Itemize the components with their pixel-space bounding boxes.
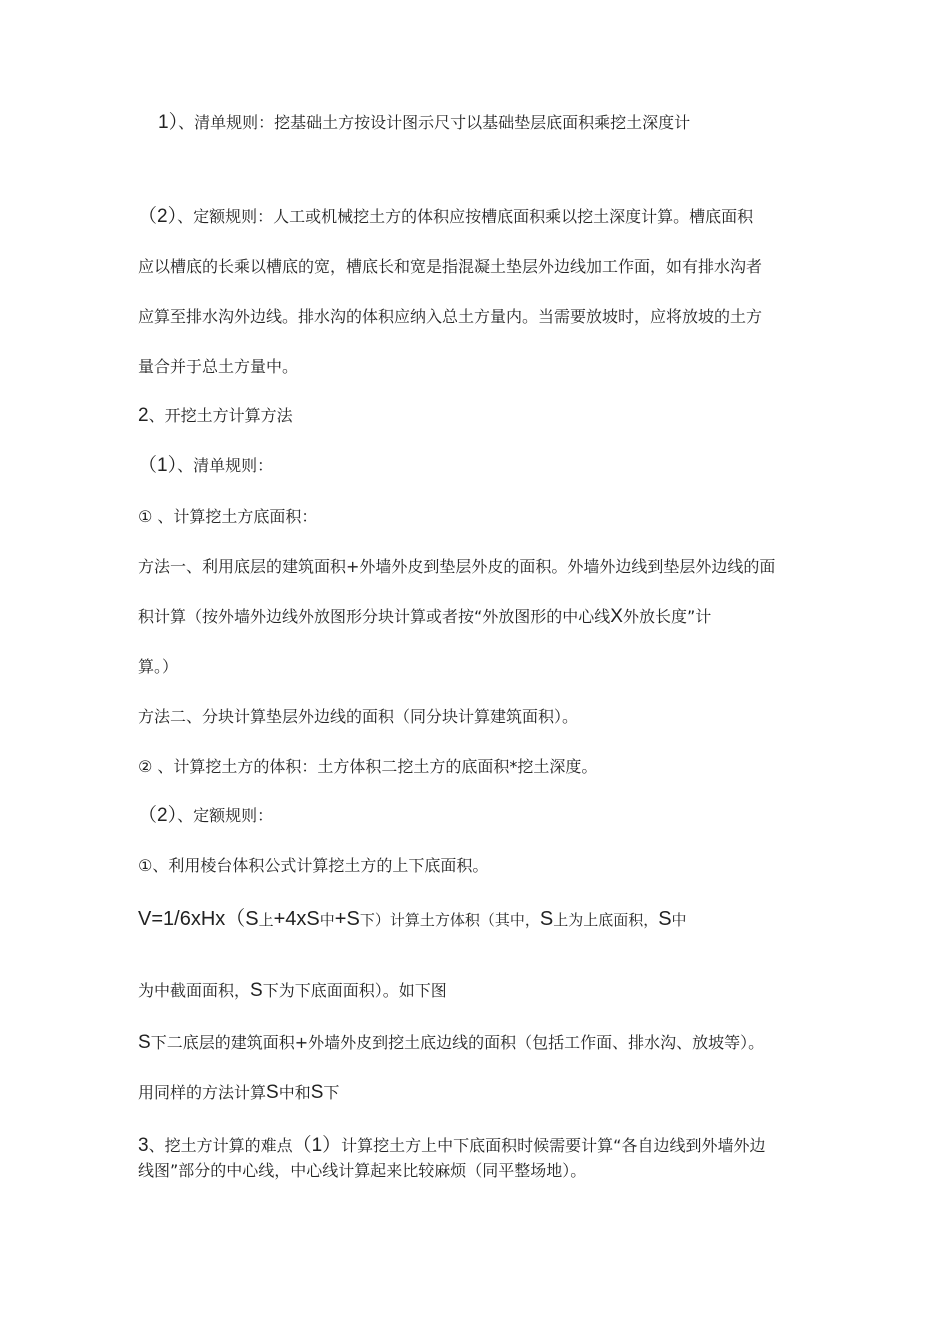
- item-number: （1）: [138, 455, 178, 476]
- line-text: 下）计算土方体积（其中，: [359, 911, 540, 929]
- line-text: 线图”部分的中心线，中心线计算起来比较麻烦（同平整场地）。: [138, 1161, 587, 1180]
- item-number: （1）: [292, 1135, 342, 1156]
- line-text: 上为上底面积，: [553, 911, 659, 929]
- subscript-text: 中: [319, 911, 335, 929]
- text-line-21: [138, 1160, 586, 1182]
- symbol-s: S: [250, 980, 263, 1001]
- line-text: 、挖土方计算的难点: [148, 1136, 293, 1155]
- text-line-12: [138, 706, 578, 728]
- text-line-10: [138, 606, 711, 628]
- text-line-7: [138, 455, 273, 477]
- text-line-18: [138, 1032, 764, 1054]
- formula-text: S: [539, 908, 554, 930]
- text-line-9: [138, 556, 775, 578]
- item-number: （2）: [138, 206, 178, 227]
- section-number: 3: [138, 1135, 149, 1156]
- line-text: 、清单规则：挖基础土方按设计图示尺寸以基础垫层底面积乘挖土深度计: [178, 113, 691, 132]
- text-line-13: [138, 756, 597, 778]
- line-text: 中和: [278, 1083, 311, 1102]
- section-number: 2: [138, 405, 149, 426]
- section-heading-2: [138, 405, 293, 427]
- text-line-14: [138, 805, 273, 827]
- text-line-4: [138, 306, 762, 328]
- formula-line: [138, 908, 687, 931]
- line-text: ② 、计算挖土方的体积：土方体积二挖土方的底面积*挖土深度。: [138, 757, 598, 776]
- text-line-2: [138, 206, 753, 228]
- text-line-8: [138, 506, 317, 528]
- subscript-text: 上: [258, 911, 274, 929]
- item-number: 1）: [158, 112, 179, 133]
- line-text: 应以槽底的长乘以槽底的宽，槽底长和宽是指混凝土垫层外边线加工作面，如有排水沟者: [138, 257, 763, 276]
- item-number: （2）: [138, 805, 178, 826]
- formula-text: S: [658, 908, 672, 930]
- line-text: 下: [323, 1083, 340, 1102]
- line-text: 用同样的方法计算: [138, 1083, 267, 1102]
- symbol-s: S: [310, 1082, 324, 1103]
- formula-text: +4xS: [273, 908, 320, 930]
- line-text: 下为下底面面积）。如下图: [262, 981, 447, 1000]
- line-text: ①、利用棱台体积公式计算挖土方的上下底面积。: [138, 856, 489, 875]
- line-text: 、开挖土方计算方法: [148, 406, 293, 425]
- line-text: 下二底层的建筑面积+外墙外皮到挖土底边线的面积（包括工作面、排水沟、放坡等）。: [150, 1033, 765, 1052]
- line-text: 为中截面面积，: [138, 981, 251, 1000]
- line-text: 、清单规则：: [177, 456, 274, 475]
- text-line-17: [138, 980, 447, 1002]
- text-line-1: [158, 112, 690, 134]
- formula-text: V=1/6xHx（S: [138, 908, 259, 930]
- formula-text: +S: [334, 908, 360, 930]
- text-line-3: [138, 256, 762, 278]
- multiply-symbol: X: [610, 606, 623, 627]
- line-text: 外放长度”计: [622, 607, 712, 626]
- line-text: 应算至排水沟外边线。排水沟的体积应纳入总土方量内。当需要放坡时，应将放坡的土方: [138, 307, 763, 326]
- line-text: 、定额规则：人工或机械挖土方的体积应按槽底面积乘以挖土深度计算。槽底面积: [177, 207, 754, 226]
- text-line-11: [138, 656, 178, 678]
- text-line-15: [138, 855, 488, 877]
- line-text: 积计算（按外墙外边线外放图形分块计算或者按“外放图形的中心线: [138, 607, 611, 626]
- line-text: 方法一、利用底层的建筑面积+外墙外皮到垫层外皮的面积。外墙外边线到垫层外边线的面: [138, 557, 776, 576]
- text-line-19: [138, 1082, 339, 1104]
- text-line-5: [138, 356, 298, 378]
- line-text: 算。）: [138, 657, 179, 676]
- symbol-s: S: [138, 1032, 151, 1053]
- line-text: 计算挖土方上中下底面积时候需要计算“各自边线到外墙外边: [341, 1136, 766, 1155]
- line-text: 量合并于总土方量中。: [138, 357, 299, 376]
- line-text: ① 、计算挖土方底面积：: [138, 507, 318, 526]
- line-text: 中: [671, 911, 687, 929]
- line-text: 方法二、分块计算垫层外边线的面积（同分块计算建筑面积）。: [138, 707, 579, 726]
- line-text: 、定额规则：: [177, 806, 274, 825]
- symbol-s: S: [266, 1082, 279, 1103]
- section-heading-3: [138, 1135, 765, 1157]
